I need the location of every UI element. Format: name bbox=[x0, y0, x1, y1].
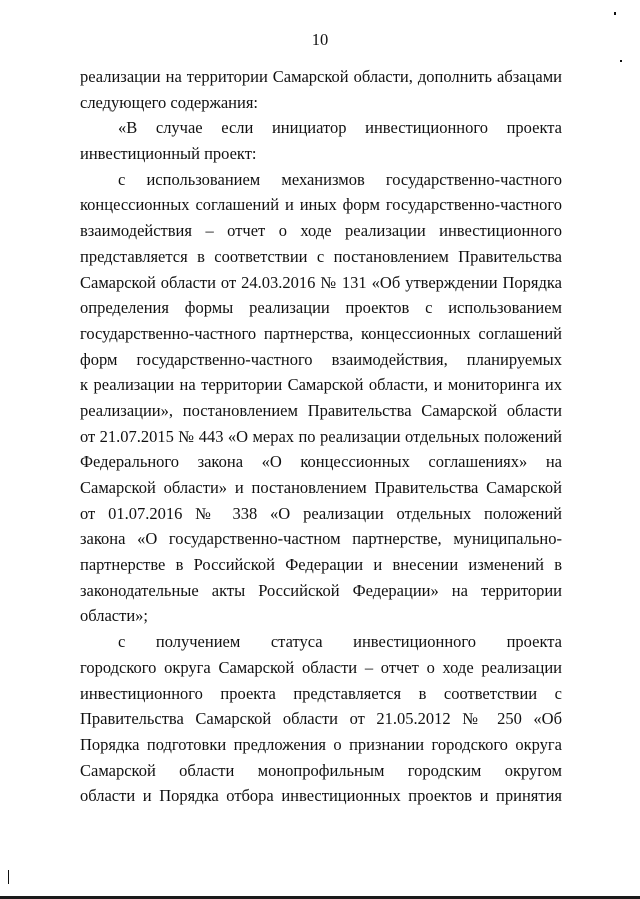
text-line: Самарской области монопрофильным городским округом bbox=[80, 760, 562, 780]
scan-speck bbox=[8, 870, 9, 884]
text-line: форм государственно-частного взаимодействия, планируемых bbox=[80, 349, 562, 369]
text-line: Правительства Самарской области от 21.05.2012 № 250 «Об bbox=[80, 709, 562, 729]
text-line: Самарской области» и постановлением Правительства Самарской bbox=[80, 478, 562, 497]
text-line: определения формы реализации проектов с использованием bbox=[80, 298, 562, 318]
text-line: законодательные акты Российской Федерации» на территории bbox=[80, 580, 562, 600]
text-line: с использованием механизмов государственно-частного bbox=[118, 169, 562, 189]
text-line: реализации на территории Самарской области, дополнить абзацами bbox=[80, 67, 562, 86]
text-line: взаимодействия – отчет о ходе реализации инвестиционного bbox=[80, 221, 562, 241]
text-line: закона «О государственно-частном партнерстве, муниципально- bbox=[80, 529, 562, 549]
text-line: реализации», постановлением Правительства Самарской области bbox=[80, 400, 562, 420]
text-line: инвестиционного проекта представляется в соответствии с bbox=[80, 683, 562, 703]
document-body bbox=[80, 64, 562, 809]
text-line: инвестиционный проект: bbox=[80, 144, 257, 164]
scan-speck bbox=[620, 60, 622, 62]
text-line: с получением статуса инвестиционного проекта bbox=[118, 632, 562, 652]
scan-speck bbox=[614, 12, 616, 15]
text-line: Федерального закона «О концессионных соглашениях» на bbox=[80, 452, 562, 472]
text-line: концессионных соглашений и иных форм государственно-частного bbox=[80, 195, 562, 215]
text-line: партнерстве в Российской Федерации и внесении изменений в bbox=[80, 555, 562, 575]
text-line: от 01.07.2016 № 338 «О реализации отдельных положений bbox=[80, 503, 562, 523]
text-line: от 21.07.2015 № 443 «О мерах по реализации отдельных положений bbox=[80, 426, 562, 446]
text-line: к реализации на территории Самарской области, и мониторинга их bbox=[80, 375, 562, 395]
text-line: следующего содержания: bbox=[80, 92, 259, 112]
text-line: области и Порядка отбора инвестиционных проектов и принятия bbox=[80, 786, 562, 806]
text-line: области»; bbox=[80, 606, 148, 626]
text-line: представляется в соответствии с постановлением Правительства bbox=[80, 246, 562, 266]
text-line: Самарской области от 24.03.2016 № 131 «Об утверждении Порядка bbox=[80, 272, 562, 292]
page-number: 10 bbox=[311, 30, 329, 49]
text-line: Порядка подготовки предложения о признании городского округа bbox=[80, 734, 562, 754]
text-line: «В случае если инициатор инвестиционного проекта bbox=[118, 118, 562, 138]
text-line: городского округа Самарской области – отчет о ходе реализации bbox=[80, 657, 562, 677]
text-line: государственно-частного партнерства, концессионных соглашений bbox=[80, 323, 562, 343]
